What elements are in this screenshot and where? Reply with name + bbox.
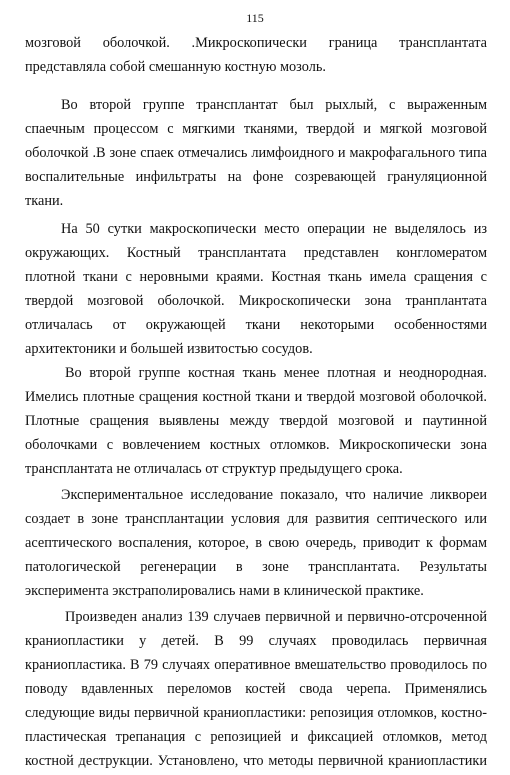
text-line: краниопластики у детей. В 99 случаях проводилась первичная	[25, 633, 487, 649]
text-line: твердой мозговой оболочкой. Микроскопически зона транплантата	[25, 293, 487, 309]
text-line: пластическая трепанация с репозицией и фиксацией отломков, метод	[25, 729, 487, 745]
text-line: асептического воспаления, которое, в свою очередь, приводит к формам	[25, 535, 487, 551]
text-line: окружающих. Костный трансплантата представлен конгломератом	[25, 245, 487, 261]
text-line: поводу вдавленных переломов костей свода черепа. Применялись	[25, 681, 487, 697]
text-line: Имелись плотные сращения костной ткани и твердой мозговой оболочкой.	[25, 389, 487, 405]
text-line: краниопластика. В 79 случаях оперативное вмешательство проводилось по	[25, 657, 487, 673]
text-line: Во второй группе костная ткань менее плотная и неоднородная.	[65, 365, 487, 381]
text-line: костной деструкции. Установлено, что методы первичной краниопластики	[25, 753, 487, 769]
text-line: патологической регенерации в зоне трансплантата. Результаты	[25, 559, 487, 575]
text-line: оболочкой .В зоне спаек отмечались лимфоидного и макрофагального типа	[25, 145, 487, 161]
text-line: спаечным процессом с мягкими тканями, твердой и мягкой мозговой	[25, 121, 487, 137]
text-line: Произведен анализ 139 случаев первичной и первично-отсроченной	[65, 609, 487, 625]
text-line: оболочками с вовлечением костных отломков. Микроскопически зона	[25, 437, 487, 453]
text-line: архитектоники и большей извитостью сосудов.	[25, 341, 313, 357]
page-number: 115	[246, 11, 264, 25]
text-line: плотной ткани с неровными краями. Костная ткань имела сращения с	[25, 269, 487, 285]
text-line: трансплантата не отличалась от структур предыдущего срока.	[25, 461, 403, 477]
text-line: На 50 сутки макроскопически место операции не выделялось из	[61, 221, 487, 237]
text-line: Экспериментальное исследование показало, что наличие ликвореи	[61, 487, 487, 503]
text-line: ткани.	[25, 193, 64, 209]
text-line: Плотные сращения выявлены между твердой мозговой и паутинной	[25, 413, 487, 429]
text-line: мозговой оболочкой. .Микроскопически граница трансплантата	[25, 35, 487, 51]
text-line: отличалась от окружающей ткани некоторыми особенностями	[25, 317, 487, 333]
text-line: воспалительные инфильтраты на фоне созревающей грануляционной	[25, 169, 487, 185]
text-line: эксперимента экстраполировались нами в клинической практике.	[25, 583, 424, 599]
text-line: Во второй группе трансплантат был рыхлый, с выраженным	[61, 97, 487, 113]
text-line: следующие виды первичной краниопластики: репозиция отломков, костно-	[25, 705, 487, 721]
text-line: представляла собой смешанную костную мозоль.	[25, 59, 326, 75]
text-line: создает в зоне трансплантации условия для развития септического или	[25, 511, 487, 527]
